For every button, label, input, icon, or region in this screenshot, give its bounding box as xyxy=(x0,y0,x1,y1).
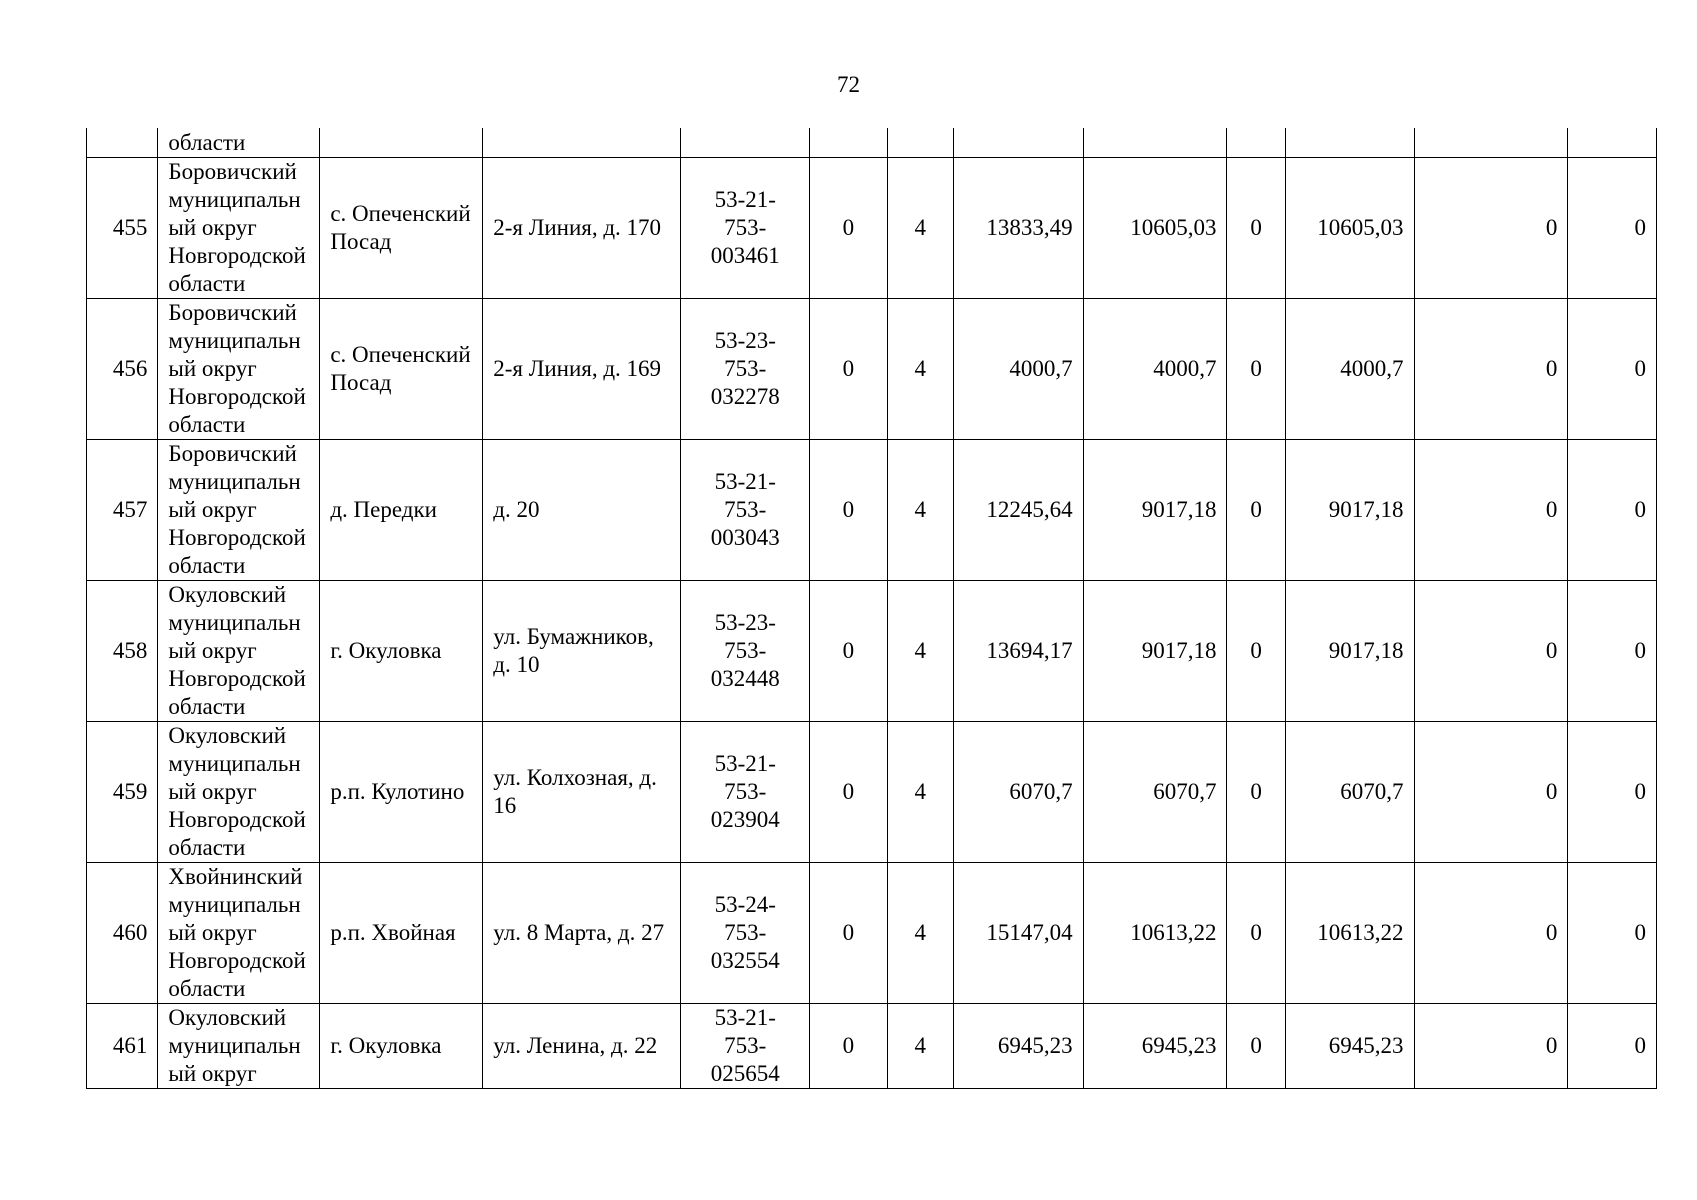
cell-index: 456 xyxy=(87,299,158,440)
cell-index: 457 xyxy=(87,440,158,581)
cell-locality: р.п. Хвойная xyxy=(320,863,483,1004)
cell-c7: 0 xyxy=(1414,722,1568,863)
cell-index: 460 xyxy=(87,863,158,1004)
table-row xyxy=(87,1004,1657,1089)
cell-locality: с. Опеченский Посад xyxy=(320,158,483,299)
cell-index xyxy=(87,128,158,158)
cell-code: 53-23- 753- 032278 xyxy=(681,299,810,440)
cell-code: 53-24- 753- 032554 xyxy=(681,863,810,1004)
cell-c7: 0 xyxy=(1414,158,1568,299)
cell-c8: 0 xyxy=(1568,863,1657,1004)
cell-address: д. 20 xyxy=(483,440,681,581)
table-row xyxy=(87,581,1657,722)
cell-c1 xyxy=(810,128,887,158)
cell-c8: 0 xyxy=(1568,1004,1657,1089)
table-row xyxy=(87,158,1657,299)
cell-c4: 10613,22 xyxy=(1083,863,1227,1004)
cell-locality: г. Окуловка xyxy=(320,1004,483,1089)
registry-table xyxy=(86,128,1657,1089)
cell-c6: 10613,22 xyxy=(1285,863,1414,1004)
cell-c8: 0 xyxy=(1568,581,1657,722)
cell-c6: 9017,18 xyxy=(1285,581,1414,722)
page-number: 72 xyxy=(837,72,860,97)
cell-c1: 0 xyxy=(810,158,887,299)
cell-address: 2-я Линия, д. 169 xyxy=(483,299,681,440)
cell-code xyxy=(681,128,810,158)
cell-code: 53-21- 753- 025654 xyxy=(681,1004,810,1089)
cell-index: 461 xyxy=(87,1004,158,1089)
cell-c7 xyxy=(1414,128,1568,158)
cell-c3: 13694,17 xyxy=(953,581,1083,722)
cell-c5: 0 xyxy=(1227,722,1285,863)
cell-c1: 0 xyxy=(810,581,887,722)
cell-district: Хвойнинский муниципальн ый округ Новгородской области xyxy=(158,863,320,1004)
cell-code: 53-21- 753- 023904 xyxy=(681,722,810,863)
cell-c3: 4000,7 xyxy=(953,299,1083,440)
cell-district: Боровичский муниципальн ый округ Новгородской области xyxy=(158,158,320,299)
continuation-row xyxy=(87,128,1657,158)
cell-locality: с. Опеченский Посад xyxy=(320,299,483,440)
cell-locality: г. Окуловка xyxy=(320,581,483,722)
cell-c5: 0 xyxy=(1227,863,1285,1004)
cell-address: ул. Ленина, д. 22 xyxy=(483,1004,681,1089)
cell-c3: 15147,04 xyxy=(953,863,1083,1004)
cell-district: Боровичский муниципальн ый округ Новгородской области xyxy=(158,440,320,581)
cell-c8: 0 xyxy=(1568,158,1657,299)
cell-district: Окуловский муниципальн ый округ Новгородской области xyxy=(158,581,320,722)
cell-c5: 0 xyxy=(1227,299,1285,440)
cell-c3: 13833,49 xyxy=(953,158,1083,299)
table-row xyxy=(87,722,1657,863)
cell-code: 53-21- 753- 003461 xyxy=(681,158,810,299)
cell-address xyxy=(483,128,681,158)
cell-c3 xyxy=(953,128,1083,158)
cell-address: ул. Бумажников, д. 10 xyxy=(483,581,681,722)
cell-c7: 0 xyxy=(1414,863,1568,1004)
cell-c1: 0 xyxy=(810,722,887,863)
cell-district: области xyxy=(158,128,320,158)
cell-c2: 4 xyxy=(887,1004,953,1089)
cell-c5: 0 xyxy=(1227,581,1285,722)
cell-c1: 0 xyxy=(810,1004,887,1089)
cell-c3: 6945,23 xyxy=(953,1004,1083,1089)
cell-index: 458 xyxy=(87,581,158,722)
cell-locality: р.п. Кулотино xyxy=(320,722,483,863)
cell-c8: 0 xyxy=(1568,440,1657,581)
cell-c1: 0 xyxy=(810,299,887,440)
cell-c5: 0 xyxy=(1227,1004,1285,1089)
cell-c3: 12245,64 xyxy=(953,440,1083,581)
table-row xyxy=(87,440,1657,581)
table-row xyxy=(87,299,1657,440)
cell-address: ул. Колхозная, д. 16 xyxy=(483,722,681,863)
cell-c5: 0 xyxy=(1227,158,1285,299)
cell-c6: 6945,23 xyxy=(1285,1004,1414,1089)
cell-c8 xyxy=(1568,128,1657,158)
cell-c2: 4 xyxy=(887,581,953,722)
cell-c2: 4 xyxy=(887,722,953,863)
cell-c7: 0 xyxy=(1414,299,1568,440)
cell-c4: 10605,03 xyxy=(1083,158,1227,299)
table-row xyxy=(87,863,1657,1004)
cell-c1: 0 xyxy=(810,440,887,581)
cell-c4: 4000,7 xyxy=(1083,299,1227,440)
cell-c2: 4 xyxy=(887,440,953,581)
cell-c4: 9017,18 xyxy=(1083,581,1227,722)
cell-c2: 4 xyxy=(887,299,953,440)
cell-locality: д. Передки xyxy=(320,440,483,581)
cell-c2: 4 xyxy=(887,158,953,299)
cell-c2: 4 xyxy=(887,863,953,1004)
cell-c6: 10605,03 xyxy=(1285,158,1414,299)
cell-code: 53-21- 753- 003043 xyxy=(681,440,810,581)
cell-c5: 0 xyxy=(1227,440,1285,581)
cell-index: 459 xyxy=(87,722,158,863)
cell-address: ул. 8 Марта, д. 27 xyxy=(483,863,681,1004)
cell-district: Окуловский муниципальн ый округ xyxy=(158,1004,320,1089)
cell-address: 2-я Линия, д. 170 xyxy=(483,158,681,299)
cell-code: 53-23- 753- 032448 xyxy=(681,581,810,722)
cell-c6: 6070,7 xyxy=(1285,722,1414,863)
cell-c4: 9017,18 xyxy=(1083,440,1227,581)
cell-c8: 0 xyxy=(1568,299,1657,440)
cell-c7: 0 xyxy=(1414,581,1568,722)
cell-district: Окуловский муниципальн ый округ Новгородской области xyxy=(158,722,320,863)
cell-c4: 6945,23 xyxy=(1083,1004,1227,1089)
cell-c6: 9017,18 xyxy=(1285,440,1414,581)
cell-locality xyxy=(320,128,483,158)
cell-c2 xyxy=(887,128,953,158)
cell-c6: 4000,7 xyxy=(1285,299,1414,440)
cell-c4 xyxy=(1083,128,1227,158)
cell-district: Боровичский муниципальн ый округ Новгородской области xyxy=(158,299,320,440)
cell-c6 xyxy=(1285,128,1414,158)
cell-c1: 0 xyxy=(810,863,887,1004)
cell-c7: 0 xyxy=(1414,440,1568,581)
cell-index: 455 xyxy=(87,158,158,299)
cell-c4: 6070,7 xyxy=(1083,722,1227,863)
cell-c8: 0 xyxy=(1568,722,1657,863)
cell-c5 xyxy=(1227,128,1285,158)
cell-c7: 0 xyxy=(1414,1004,1568,1089)
cell-c3: 6070,7 xyxy=(953,722,1083,863)
